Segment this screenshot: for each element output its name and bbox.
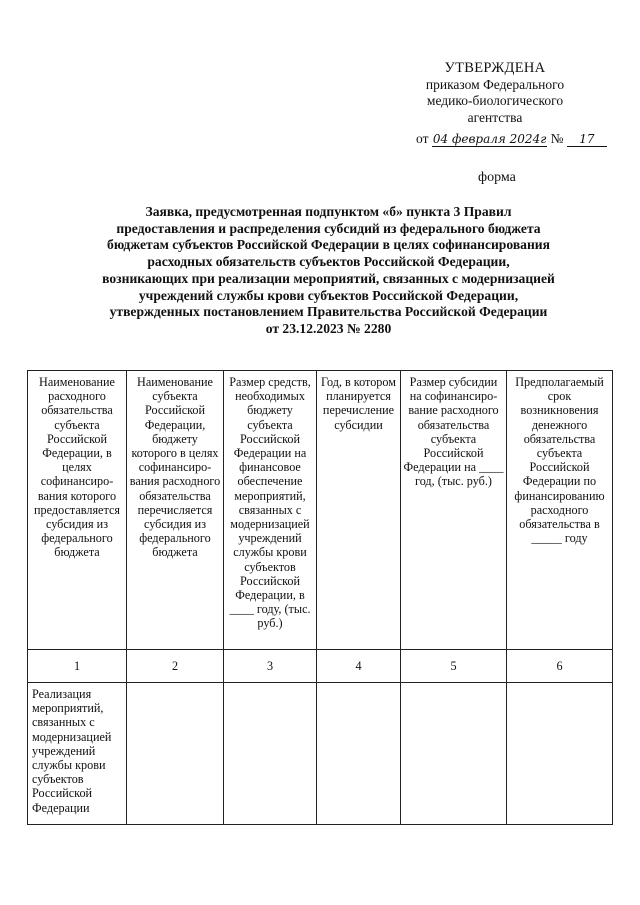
table-cell bbox=[224, 683, 317, 825]
order-date-handwritten: 04 февраля 2024г bbox=[432, 132, 547, 146]
table-row bbox=[28, 683, 613, 825]
form-label: форма bbox=[478, 170, 516, 185]
table-cell bbox=[127, 683, 224, 825]
column-number: 4 bbox=[317, 650, 401, 683]
table-cell bbox=[401, 683, 507, 825]
approval-line-3: агентства bbox=[467, 109, 523, 125]
application-table bbox=[27, 370, 613, 825]
table-number-row bbox=[28, 650, 613, 683]
table-header-row bbox=[28, 371, 613, 650]
order-num-prefix: № bbox=[550, 131, 564, 146]
header-cell: Предполагаемый срок возникновения денежного обязательства субъекта Российской Федерации по финансированию расходного обязательства в _____ году bbox=[507, 371, 613, 650]
title-line: учреждений службы крови субъектов Российской Федерации, bbox=[138, 287, 519, 303]
column-number: 5 bbox=[401, 650, 507, 683]
title-line: Заявка, предусмотренная подпунктом «б» пункта 3 Правил bbox=[145, 204, 512, 219]
title-line: предоставления и распределения субсидий из федерального бюджета bbox=[116, 220, 541, 236]
table-cell: Реализация мероприятий, связанных с модернизацией учреждений службы крови субъектов Российской Федерации bbox=[28, 683, 127, 825]
header-cell: Наименование расходного обязательства субъекта Российской Федерации, в целях софинансиро-вания которого предоставляется субсидия из федерального бюджета bbox=[28, 371, 127, 650]
column-number: 6 bbox=[507, 650, 613, 683]
approval-line-1: приказом Федерального bbox=[425, 76, 565, 92]
title-line: утвержденных постановлением Правительства Российской Федерации bbox=[109, 304, 548, 320]
approval-title: УТВЕРЖДЕНА bbox=[444, 60, 546, 76]
header-cell: Наименование субъекта Российской Федерации, бюджету которого в целях софинансиро-вания расходного обязательства перечисляется субсидия из федерального бюджета bbox=[127, 371, 224, 650]
table-cell bbox=[317, 683, 401, 825]
title-line: возникающих при реализации мероприятий, связанных с модернизацией bbox=[102, 270, 555, 286]
column-number: 1 bbox=[28, 650, 127, 683]
header-cell: Год, в котором планируется перечисление субсидии bbox=[317, 371, 401, 650]
column-number: 3 bbox=[224, 650, 317, 683]
title-line: бюджетам субъектов Российской Федерации в целях софинансирования bbox=[107, 237, 550, 253]
approval-block bbox=[410, 60, 580, 126]
header-cell: Размер средств, необходимых бюджету субъекта Российской Федерации на финансовое обеспечение мероприятий, связанных с модернизацией учреждений службы крови субъектов Российской Федерации, в ____ году, (тыс. руб.) bbox=[224, 371, 317, 650]
table-cell bbox=[507, 683, 613, 825]
title-line: от 23.12.2023 № 2280 bbox=[265, 320, 392, 336]
order-line bbox=[416, 131, 595, 147]
header-cell: Размер субсидии на софинансиро-вание расходного обязательства субъекта Российской Федерации на ____ год, (тыс. руб.) bbox=[401, 371, 507, 650]
order-number-handwritten: 17 bbox=[567, 132, 607, 147]
document-title bbox=[96, 204, 561, 338]
title-line: расходных обязательств субъектов Российской Федерации, bbox=[147, 254, 510, 270]
order-prefix: от bbox=[416, 131, 429, 146]
approval-line-2: медико-биологического bbox=[426, 93, 564, 108]
column-number: 2 bbox=[127, 650, 224, 683]
